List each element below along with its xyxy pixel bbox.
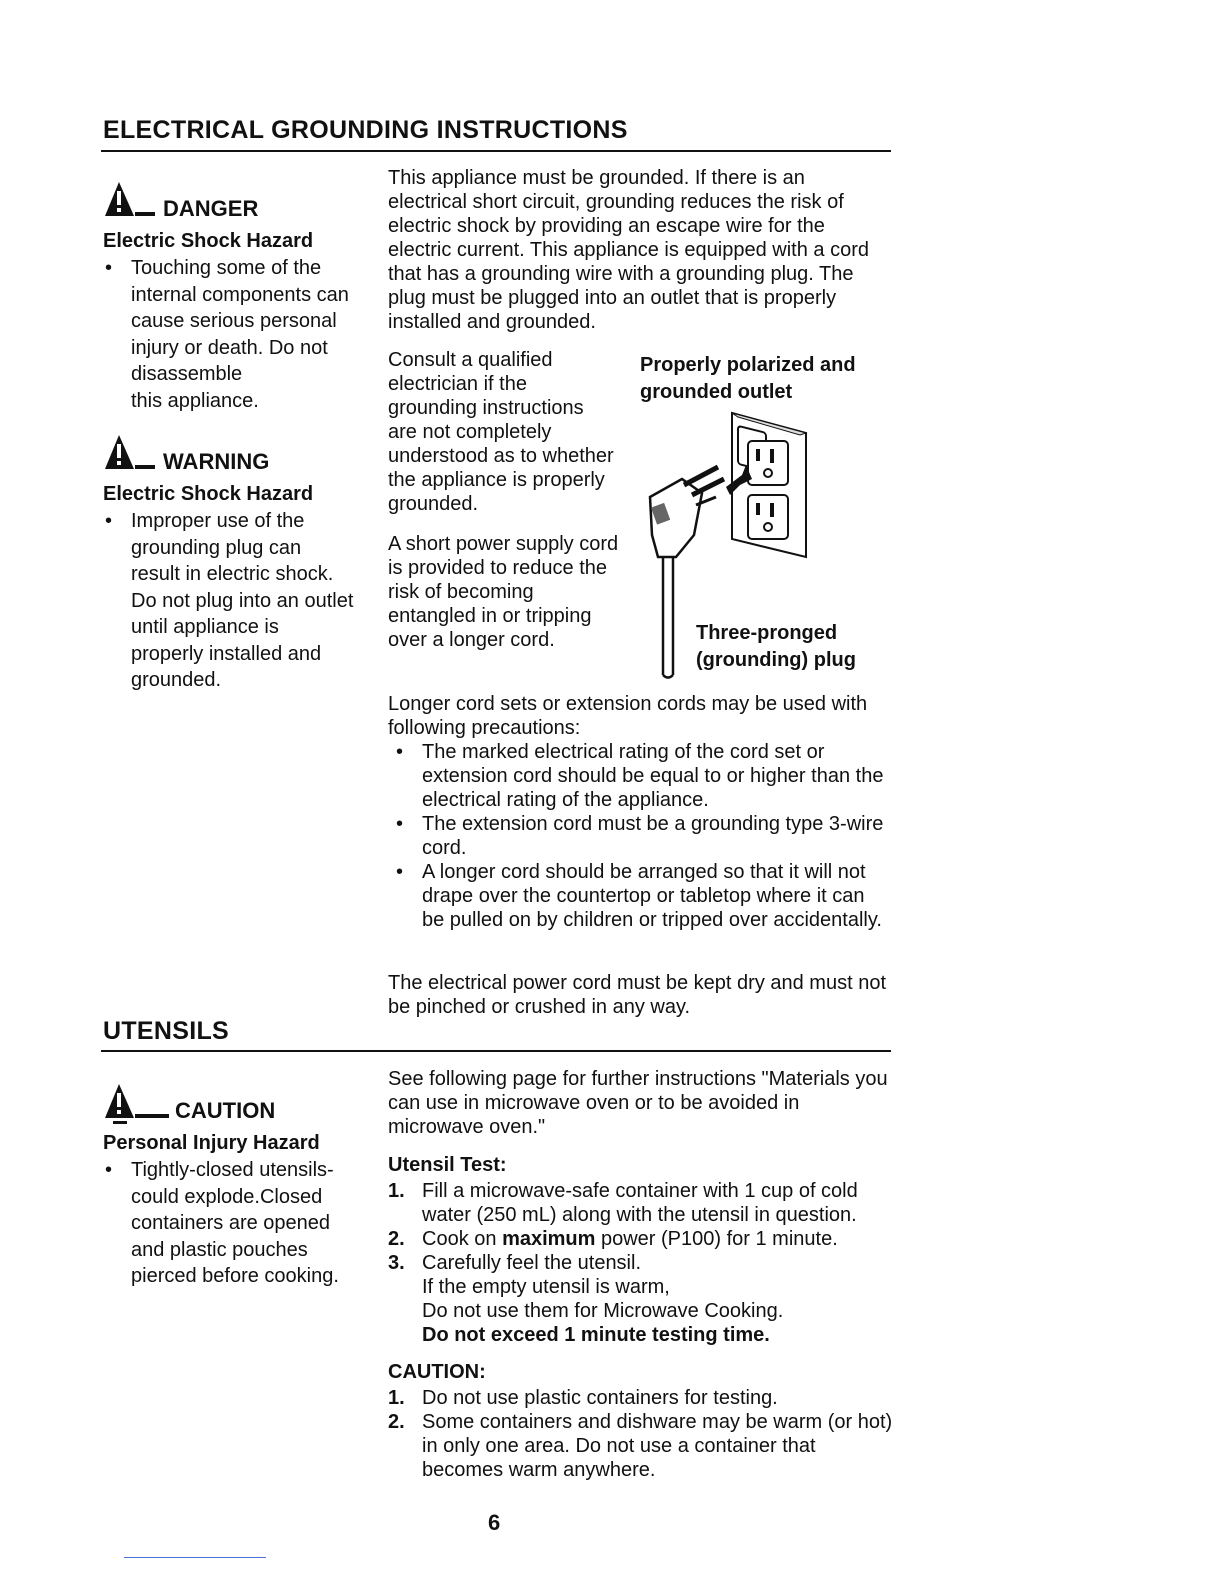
outlet-caption-line: Properly polarized and	[640, 354, 856, 376]
danger-line: internal components can	[131, 283, 349, 306]
test-step	[388, 1179, 893, 1227]
plug-caption-line: Three-pronged	[696, 622, 838, 644]
precaution-item	[388, 740, 888, 812]
bullet: •	[105, 257, 113, 279]
danger-hazard: Electric Shock Hazard	[103, 230, 314, 252]
caution-hazard: Personal Injury Hazard	[103, 1132, 320, 1154]
test-step	[388, 1251, 893, 1347]
caution-list	[388, 1360, 893, 1482]
outlet-icon	[732, 413, 806, 557]
test-step	[388, 1227, 893, 1251]
dry-cord-paragraph: The electrical power cord must be kept dry and must not be pinched or crushed in any way.	[388, 972, 887, 1018]
danger-block	[103, 182, 373, 414]
danger-signal	[103, 182, 373, 224]
step-text-bold: maximum	[502, 1228, 596, 1250]
warning-triangle-icon	[103, 1084, 169, 1126]
plug-caption-line: (grounding) plug	[696, 649, 856, 671]
utensil-test-heading: Utensil Test:	[388, 1154, 507, 1176]
warning-line: properly installed and	[131, 642, 322, 665]
danger-label: DANGER	[163, 196, 259, 221]
warning-triangle-icon	[103, 182, 157, 224]
step-number: 1.	[388, 1180, 405, 1202]
caution-line: pierced before cooking.	[131, 1265, 339, 1287]
danger-line: Touching some of the	[131, 257, 322, 279]
warning-label: WARNING	[163, 449, 270, 474]
warning-signal	[103, 435, 373, 477]
step-text-pre: Cook on	[422, 1228, 503, 1250]
outlet-caption	[640, 352, 856, 406]
page-number: 6	[488, 1510, 501, 1535]
grounding-intro: This appliance must be grounded. If there is an electrical short circuit, grounding reduces the risk of electric shock by providing an escape wire for the electric current. This appliance is equipped with a cord that has a grounding wire with a grounding plug. The plug must be plugged into an outlet that is properly installed and grounded.	[388, 167, 869, 333]
caution-number: 1.	[388, 1387, 405, 1409]
warning-line: grounding plug can	[131, 536, 302, 559]
warning-hazard: Electric Shock Hazard	[103, 483, 314, 505]
short-cord-paragraph: A short power supply cord is provided to reduce the risk of becoming entangled in or tripping over a longer cord.	[388, 533, 619, 651]
do-not-exceed: Do not exceed 1 minute testing time.	[422, 1324, 770, 1346]
precaution-item	[388, 812, 888, 860]
bullet: •	[396, 741, 404, 763]
danger-line: this appliance.	[131, 389, 259, 412]
utensil-test	[388, 1153, 893, 1347]
danger-line: disassemble	[131, 363, 243, 385]
precaution-text: The marked electrical rating of the cord set or extension cord should be equal to or higher than the electrical rating of the appliance.	[422, 741, 884, 811]
warning-line: Do not plug into an outlet	[131, 589, 354, 612]
caution-signal	[103, 1084, 373, 1126]
precaution-text: A longer cord should be arranged so that it will not drape over the countertop or tabletop where it can be pulled on by children or tripped over accidentally.	[422, 861, 882, 931]
caution-item-text: Some containers and dishware may be warm (or hot) in only one area. Do not use a container that becomes warm anywhere.	[422, 1411, 893, 1481]
step-number: 3.	[388, 1252, 405, 1274]
caution-heading: CAUTION:	[388, 1361, 486, 1383]
footer-line	[124, 1557, 266, 1558]
caution-item	[388, 1410, 893, 1482]
see-following-paragraph: See following page for further instructions "Materials you can use in microwave oven or to be avoided in microwave oven."	[388, 1068, 888, 1138]
warning-triangle-icon	[103, 435, 157, 477]
section-divider	[101, 150, 891, 152]
warm-line: Do not use them for Microwave Cooking.	[422, 1300, 784, 1322]
precaution-text: The extension cord must be a grounding type 3-wire cord.	[422, 813, 884, 859]
warning-line: until appliance is	[131, 616, 279, 638]
section-divider	[101, 1050, 891, 1052]
caution-item-text: Do not use plastic containers for testing.	[422, 1387, 778, 1409]
longer-cord-paragraph: Longer cord sets or extension cords may be used with following precautions:	[388, 693, 868, 739]
warning-line: Improper use of the	[131, 510, 305, 532]
warning-text	[103, 508, 373, 694]
caution-line: Tightly-closed utensils-	[131, 1159, 334, 1181]
caution-block	[103, 1084, 373, 1290]
bullet: •	[105, 1159, 113, 1181]
precaution-item	[388, 860, 888, 932]
section-heading-utensils: UTENSILS	[103, 1017, 230, 1045]
step-text: Carefully feel the utensil.	[422, 1252, 642, 1274]
caution-line: containers are opened	[131, 1212, 331, 1234]
consult-paragraph: Consult a qualified electrician if the grounding instructions are not completely understood as to whether the appliance is properly grounded.	[388, 349, 614, 515]
caution-item	[388, 1386, 893, 1410]
danger-line: cause serious personal	[131, 310, 337, 332]
bullet: •	[396, 813, 404, 835]
plug-caption	[696, 620, 856, 674]
bullet: •	[396, 861, 404, 883]
danger-text	[103, 255, 373, 414]
section-heading-electrical: ELECTRICAL GROUNDING INSTRUCTIONS	[103, 116, 628, 144]
warning-line: result in electric shock.	[131, 563, 334, 585]
danger-line: injury or death. Do not	[131, 336, 328, 359]
caution-text	[103, 1157, 373, 1290]
caution-number: 2.	[388, 1411, 405, 1433]
caution-label: CAUTION	[175, 1098, 276, 1123]
outlet-caption-line: grounded outlet	[640, 381, 793, 403]
warning-block	[103, 435, 373, 694]
warm-line: If the empty utensil is warm,	[422, 1276, 670, 1298]
caution-line: and plastic pouches	[131, 1238, 308, 1261]
precautions-list	[388, 740, 888, 932]
bullet: •	[105, 510, 113, 532]
caution-line: could explode.Closed	[131, 1185, 323, 1208]
step-text-post: power (P100) for 1 minute.	[595, 1228, 838, 1250]
step-number: 2.	[388, 1228, 405, 1250]
warning-line: grounded.	[131, 669, 222, 691]
step-text: Fill a microwave-safe container with 1 cup of cold water (250 mL) along with the utensil in question.	[422, 1180, 858, 1226]
